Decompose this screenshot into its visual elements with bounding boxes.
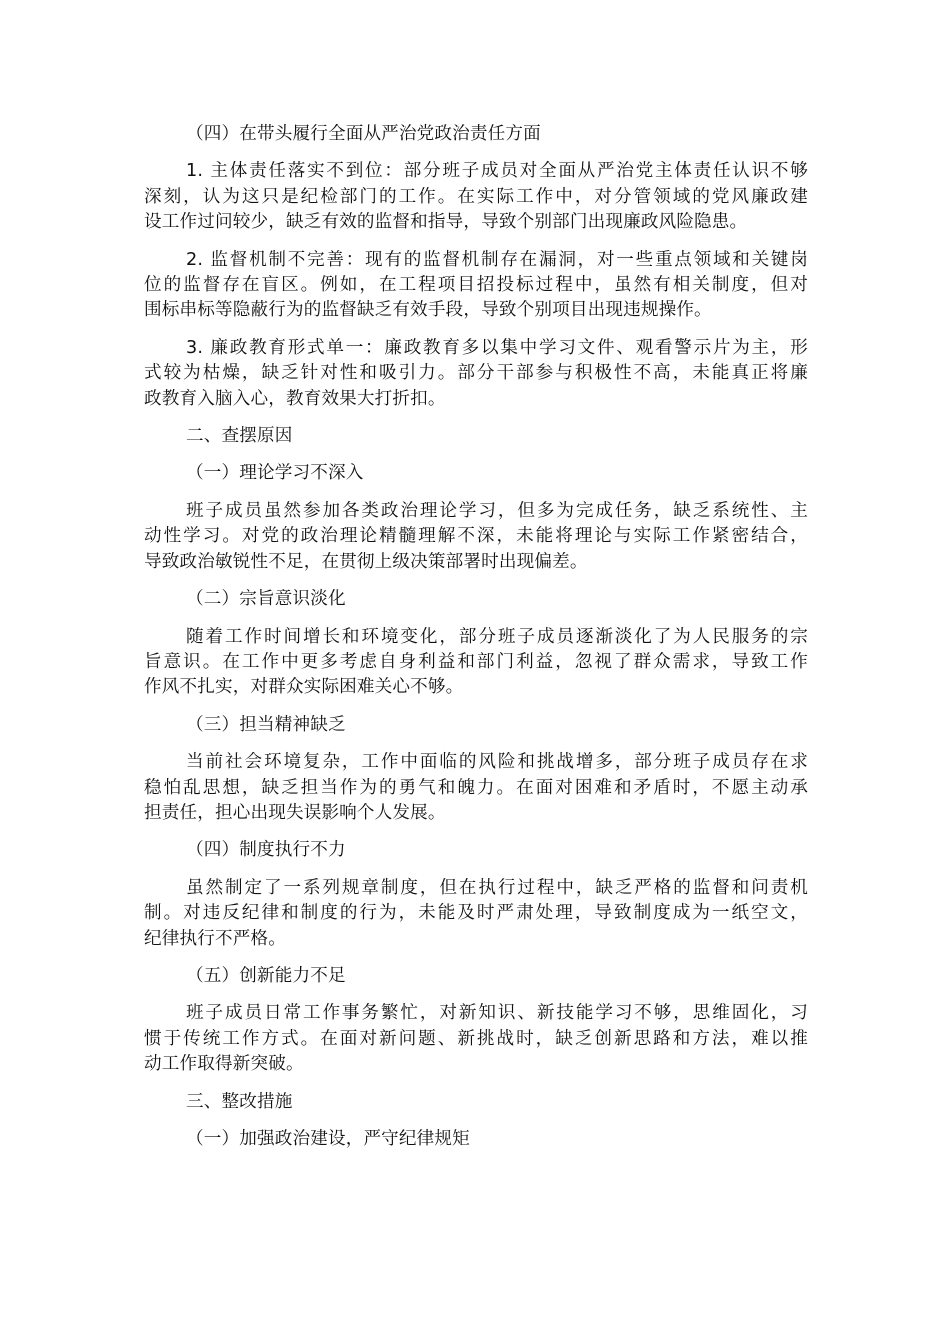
heading-text: （二）宗旨意识淡化 bbox=[186, 589, 346, 610]
paragraph-line: 作风不扎实，对群众实际困难关心不够。 bbox=[144, 677, 464, 698]
section-heading-causes bbox=[144, 424, 808, 449]
paragraph-line: 担责任，担心出现失误影响个人发展。 bbox=[144, 802, 446, 823]
paragraph-line: 导致政治敏锐性不足，在贯彻上级决策部署时出现偏差。 bbox=[144, 551, 588, 572]
paragraph-line: 2. 监督机制不完善：现有的监督机制存在漏洞，对一些重点领域和关键岗 bbox=[186, 249, 808, 270]
heading-text: （三）担当精神缺乏 bbox=[186, 714, 346, 735]
paragraph-system-execution bbox=[144, 876, 808, 952]
paragraph-line: 深刻，认为这只是纪检部门的工作。在实际工作中，对分管领域的党风廉政建 bbox=[144, 186, 808, 207]
paragraph-purpose-awareness bbox=[144, 625, 808, 701]
paragraph-line: 设工作过问较少，缺乏有效的监督和指导，导致个别部门出现廉政风险隐患。 bbox=[144, 212, 748, 233]
paragraph-line: 3. 廉政教育形式单一：廉政教育多以集中学习文件、观看警示片为主，形 bbox=[186, 337, 808, 358]
paragraph-line: 政教育入脑入心，教育效果大打折扣。 bbox=[144, 388, 446, 409]
paragraph-line: 稳怕乱思想，缺乏担当作为的勇气和魄力。在面对困难和矛盾时，不愿主动承 bbox=[144, 777, 808, 798]
heading-text: （四）在带头履行全面从严治党政治责任方面 bbox=[186, 124, 541, 144]
subheading-theory-study bbox=[144, 461, 808, 486]
heading-text: （五）创新能力不足 bbox=[186, 965, 346, 986]
paragraph-line: 旨意识。在工作中更多考虑自身利益和部门利益，忽视了群众需求，导致工作 bbox=[144, 651, 808, 672]
paragraph-main-responsibility bbox=[144, 159, 808, 235]
heading-text: （一）加强政治建设，严守纪律规矩 bbox=[186, 1129, 470, 1149]
paragraph-responsibility-spirit bbox=[144, 750, 808, 826]
paragraph-line: 班子成员日常工作事务繁忙，对新知识、新技能学习不够，思维固化，习 bbox=[186, 1003, 808, 1024]
paragraph-line: 1. 主体责任落实不到位：部分班子成员对全面从严治党主体责任认识不够 bbox=[186, 161, 808, 182]
paragraph-line: 当前社会环境复杂，工作中面临的风险和挑战增多，部分班子成员存在求 bbox=[186, 752, 808, 773]
heading-text: （一）理论学习不深入 bbox=[186, 463, 364, 484]
paragraph-line: 动性学习。对党的政治理论精髓理解不深，未能将理论与实际工作紧密结合， bbox=[144, 526, 808, 547]
paragraph-theory-study bbox=[144, 499, 808, 575]
paragraph-line: 惯于传统工作方式。在面对新问题、新挑战时，缺乏创新思路和方法，难以推 bbox=[144, 1028, 808, 1049]
heading-text: （四）制度执行不力 bbox=[186, 840, 346, 861]
paragraph-line: 围标串标等隐蔽行为的监督缺乏有效手段，导致个别项目出现违规操作。 bbox=[144, 300, 712, 321]
section-heading-rectification bbox=[144, 1090, 808, 1115]
paragraph-innovation bbox=[144, 1001, 808, 1077]
subheading-innovation bbox=[144, 964, 808, 989]
paragraph-line: 虽然制定了一系列规章制度，但在执行过程中，缺乏严格的监督和问责机 bbox=[186, 877, 808, 898]
paragraph-line: 动工作取得新突破。 bbox=[144, 1054, 304, 1075]
paragraph-line: 式较为枯燥，缺乏针对性和吸引力。部分干部参与积极性不高，未能真正将廉 bbox=[144, 363, 808, 384]
section-heading-4-responsibility bbox=[144, 122, 808, 147]
heading-text: 二、查摆原因 bbox=[186, 426, 293, 447]
document-body bbox=[144, 122, 808, 1164]
paragraph-integrity-education bbox=[144, 336, 808, 412]
subheading-political-construction bbox=[144, 1127, 808, 1152]
paragraph-line: 班子成员虽然参加各类政治理论学习，但多为完成任务，缺乏系统性、主 bbox=[186, 500, 808, 521]
subheading-purpose-awareness bbox=[144, 587, 808, 612]
paragraph-line: 制。对违反纪律和制度的行为，未能及时严肃处理，导致制度成为一纸空文， bbox=[144, 903, 808, 924]
paragraph-supervision-mechanism bbox=[144, 248, 808, 324]
subheading-responsibility-spirit bbox=[144, 713, 808, 738]
subheading-system-execution bbox=[144, 838, 808, 863]
paragraph-line: 随着工作时间增长和环境变化，部分班子成员逐渐淡化了为人民服务的宗 bbox=[186, 626, 808, 647]
paragraph-line: 纪律执行不严格。 bbox=[144, 928, 286, 949]
heading-text: 三、整改措施 bbox=[186, 1091, 293, 1112]
paragraph-line: 位的监督存在盲区。例如，在工程项目招投标过程中，虽然有相关制度，但对 bbox=[144, 275, 808, 296]
